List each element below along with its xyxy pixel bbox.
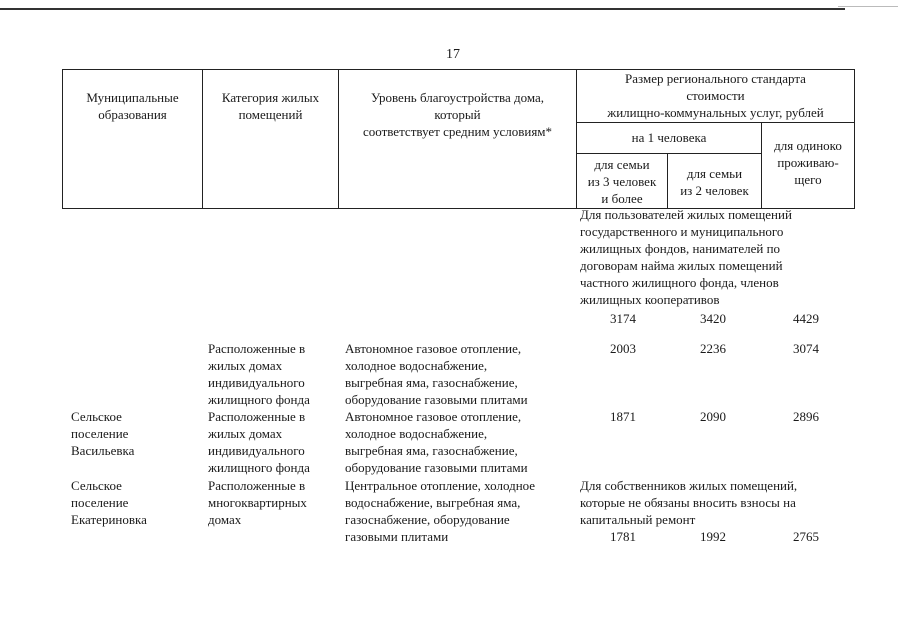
row-municipal: Сельское поселение Васильевка bbox=[71, 409, 135, 458]
row-level: Автономное газовое отопление, холодное водоснабжение, выгребная яма, газоснабжение, оборудование газовыми плитами bbox=[345, 409, 528, 475]
header-single: для одиноко проживаю- щего bbox=[774, 138, 842, 187]
section-note: Для собственников жилых помещений, которые не обязаны вносить взносы на капитальный ремонт bbox=[580, 478, 798, 527]
row-category: Расположенные в жилых домах индивидуального жилищного фонда bbox=[208, 341, 310, 407]
page-number: 17 bbox=[446, 47, 460, 62]
value-single: 2765 bbox=[793, 529, 819, 544]
header-level: Уровень благоустройства дома, который соответствует средним условиям* bbox=[362, 90, 553, 139]
value-family-3: 2003 bbox=[610, 341, 636, 356]
section-note: Для пользователей жилых помещений государственного и муниципального жилищных фондов, нанимателей по договорам найма жилых помещений частного жилищного фонда, членов жилищных кооперативов bbox=[580, 207, 792, 307]
header-per-person: на 1 человека bbox=[631, 130, 707, 145]
header-standard: Размер регионального стандарта стоимости жилищно-коммунальных услуг, рублей bbox=[607, 71, 824, 120]
value-family-3: 3174 bbox=[610, 311, 636, 326]
value-single: 3074 bbox=[793, 341, 819, 356]
table-header bbox=[62, 69, 855, 209]
row-category: Расположенные в многоквартирных домах bbox=[208, 478, 307, 527]
value-family-3: 1781 bbox=[610, 529, 636, 544]
row-category: Расположенные в жилых домах индивидуального жилищного фонда bbox=[208, 409, 310, 475]
top-rule-fragment bbox=[838, 6, 898, 7]
header-family-3: для семьи из 3 человек и более bbox=[587, 157, 657, 206]
value-family-2: 3420 bbox=[700, 311, 726, 326]
value-single: 2896 bbox=[793, 409, 819, 424]
value-family-2: 2236 bbox=[700, 341, 726, 356]
row-divider bbox=[576, 122, 854, 123]
value-family-2: 1992 bbox=[700, 529, 726, 544]
header-category: Категория жилых помещений bbox=[221, 90, 320, 122]
row-level: Центральное отопление, холодное водоснабжение, выгребная яма, газоснабжение, оборудование газовыми плитами bbox=[345, 478, 536, 544]
row-divider bbox=[576, 153, 761, 154]
header-family-2: для семьи из 2 человек bbox=[680, 166, 749, 198]
value-single: 4429 bbox=[793, 311, 819, 326]
row-municipal: Сельское поселение Екатериновка bbox=[71, 478, 147, 527]
row-level: Автономное газовое отопление, холодное водоснабжение, выгребная яма, газоснабжение, оборудование газовыми плитами bbox=[345, 341, 528, 407]
value-family-2: 2090 bbox=[700, 409, 726, 424]
value-family-3: 1871 bbox=[610, 409, 636, 424]
top-rule bbox=[0, 8, 845, 10]
header-municipal: Муниципальные образования bbox=[86, 90, 179, 122]
